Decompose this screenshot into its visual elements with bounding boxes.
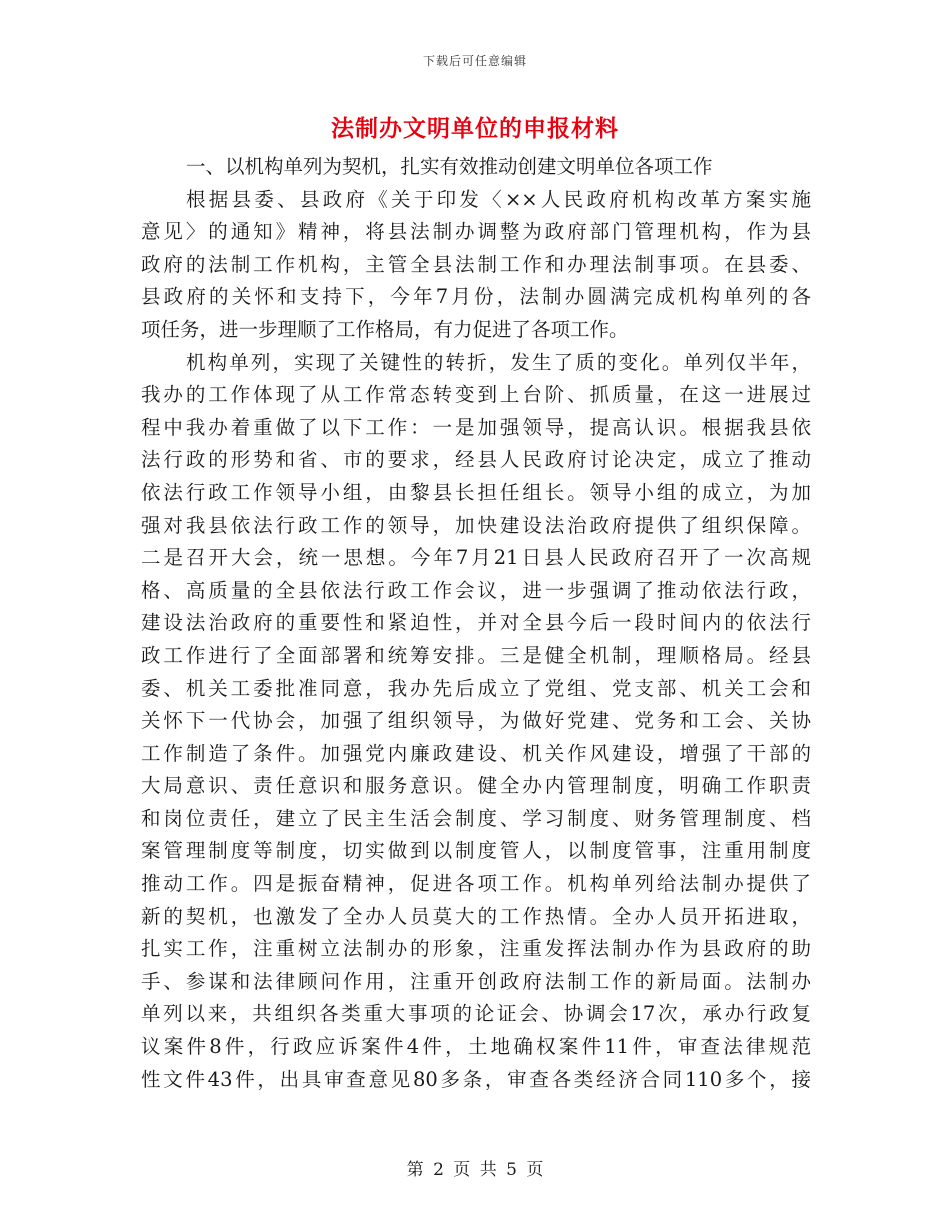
section-heading: 一、以机构单列为契机，扎实有效推动创建文明单位各项工作 — [186, 155, 713, 178]
paragraph-line: 单列以来，共组织各类重大事项的论证会、协调会17次，承办行政复 — [141, 1002, 811, 1026]
paragraph-line: 和岗位责任，建立了民主生活会制度、学习制度、财务管理制度、档 — [141, 806, 811, 830]
paragraph-line: 我办的工作体现了从工作常态转变到上台阶、抓质量，在这一进展过 — [141, 383, 811, 407]
document-title: 法制办文明单位的申报材料 — [331, 115, 619, 142]
paragraph-line: 大局意识、责任意识和服务意识。健全办内管理制度，明确工作职责 — [141, 774, 811, 798]
paragraph-line: 工作制造了条件。加强党内廉政建设、机关作风建设，增强了干部的 — [141, 741, 811, 765]
paragraph-line: 二是召开大会，统一思想。今年7月21日县人民政府召开了一次高规 — [141, 546, 811, 570]
footer-page-word: 页 — [453, 1160, 471, 1180]
paragraph-line: 推动工作。四是振奋精神，促进各项工作。机构单列给法制办提供了 — [141, 872, 811, 896]
paragraph-line: 强对我县依法行政工作的领导，加快建设法治政府提供了组织保障。 — [141, 513, 811, 537]
footer-suffix: 页 — [526, 1160, 544, 1180]
paragraph-line: 县政府的关怀和支持下，今年7月份，法制办圆满完成机构单列的各 — [141, 285, 811, 309]
page-number-footer — [0, 1155, 950, 1180]
paragraph-line: 法行政的形势和省、市的要求，经县人民政府讨论决定，成立了推动 — [141, 448, 811, 472]
paragraph-line: 意见〉的通知》精神，将县法制办调整为政府部门管理机构，作为县 — [141, 220, 811, 244]
current-page-number: 2 — [433, 1160, 444, 1180]
paragraph-line: 委、机关工委批准同意，我办先后成立了党组、党支部、机关工会和 — [141, 676, 811, 700]
paragraph-line: 案管理制度等制度，切实做到以制度管人，以制度管事，注重用制度 — [141, 839, 811, 863]
paragraph-line: 程中我办着重做了以下工作：一是加强领导，提高认识。根据我县依 — [141, 415, 811, 439]
paragraph-line: 手、参谋和法律顾问作用，注重开创政府法制工作的新局面。法制办 — [141, 969, 811, 993]
paragraph-line: 关怀下一代协会，加强了组织领导，为做好党建、党务和工会、关协 — [141, 709, 811, 733]
document-body — [141, 151, 811, 1096]
footer-total-word: 共 — [479, 1160, 497, 1180]
footer-prefix: 第 — [406, 1160, 424, 1180]
paragraph-line: 格、高质量的全县依法行政工作会议，进一步强调了推动依法行政， — [141, 578, 811, 602]
paragraph-line: 项任务，进一步理顺了工作格局，有力促进了各项工作。 — [141, 317, 629, 341]
paragraph-line: 机构单列，实现了关键性的转折，发生了质的变化。单列仅半年， — [186, 350, 811, 374]
paragraph-line: 扎实工作，注重树立法制办的形象，注重发挥法制办作为县政府的助 — [141, 937, 811, 961]
paragraph-line: 根据县委、县政府《关于印发〈××人民政府机构改革方案实施 — [186, 187, 811, 211]
paragraph-line: 依法行政工作领导小组，由黎县长担任组长。领导小组的成立，为加 — [141, 480, 811, 504]
paragraph-line: 新的契机，也激发了全办人员莫大的工作热情。全办人员开拓进取， — [141, 904, 811, 928]
total-page-count: 5 — [506, 1160, 517, 1180]
paragraph-line: 建设法治政府的重要性和紧迫性，并对全县今后一段时间内的依法行 — [141, 611, 811, 635]
page-header-note: 下载后可任意编辑 — [422, 54, 527, 68]
paragraph-line: 政工作进行了全面部署和统筹安排。三是健全机制，理顺格局。经县 — [141, 643, 811, 667]
paragraph-line: 议案件8件，行政应诉案件4件，土地确权案件11件，审查法律规范 — [141, 1035, 811, 1059]
paragraph-line: 政府的法制工作机构，主管全县法制工作和办理法制事项。在县委、 — [141, 252, 811, 276]
paragraph-line: 性文件43件，出具审查意见80多条，审查各类经济合同110多个，接 — [141, 1067, 811, 1091]
